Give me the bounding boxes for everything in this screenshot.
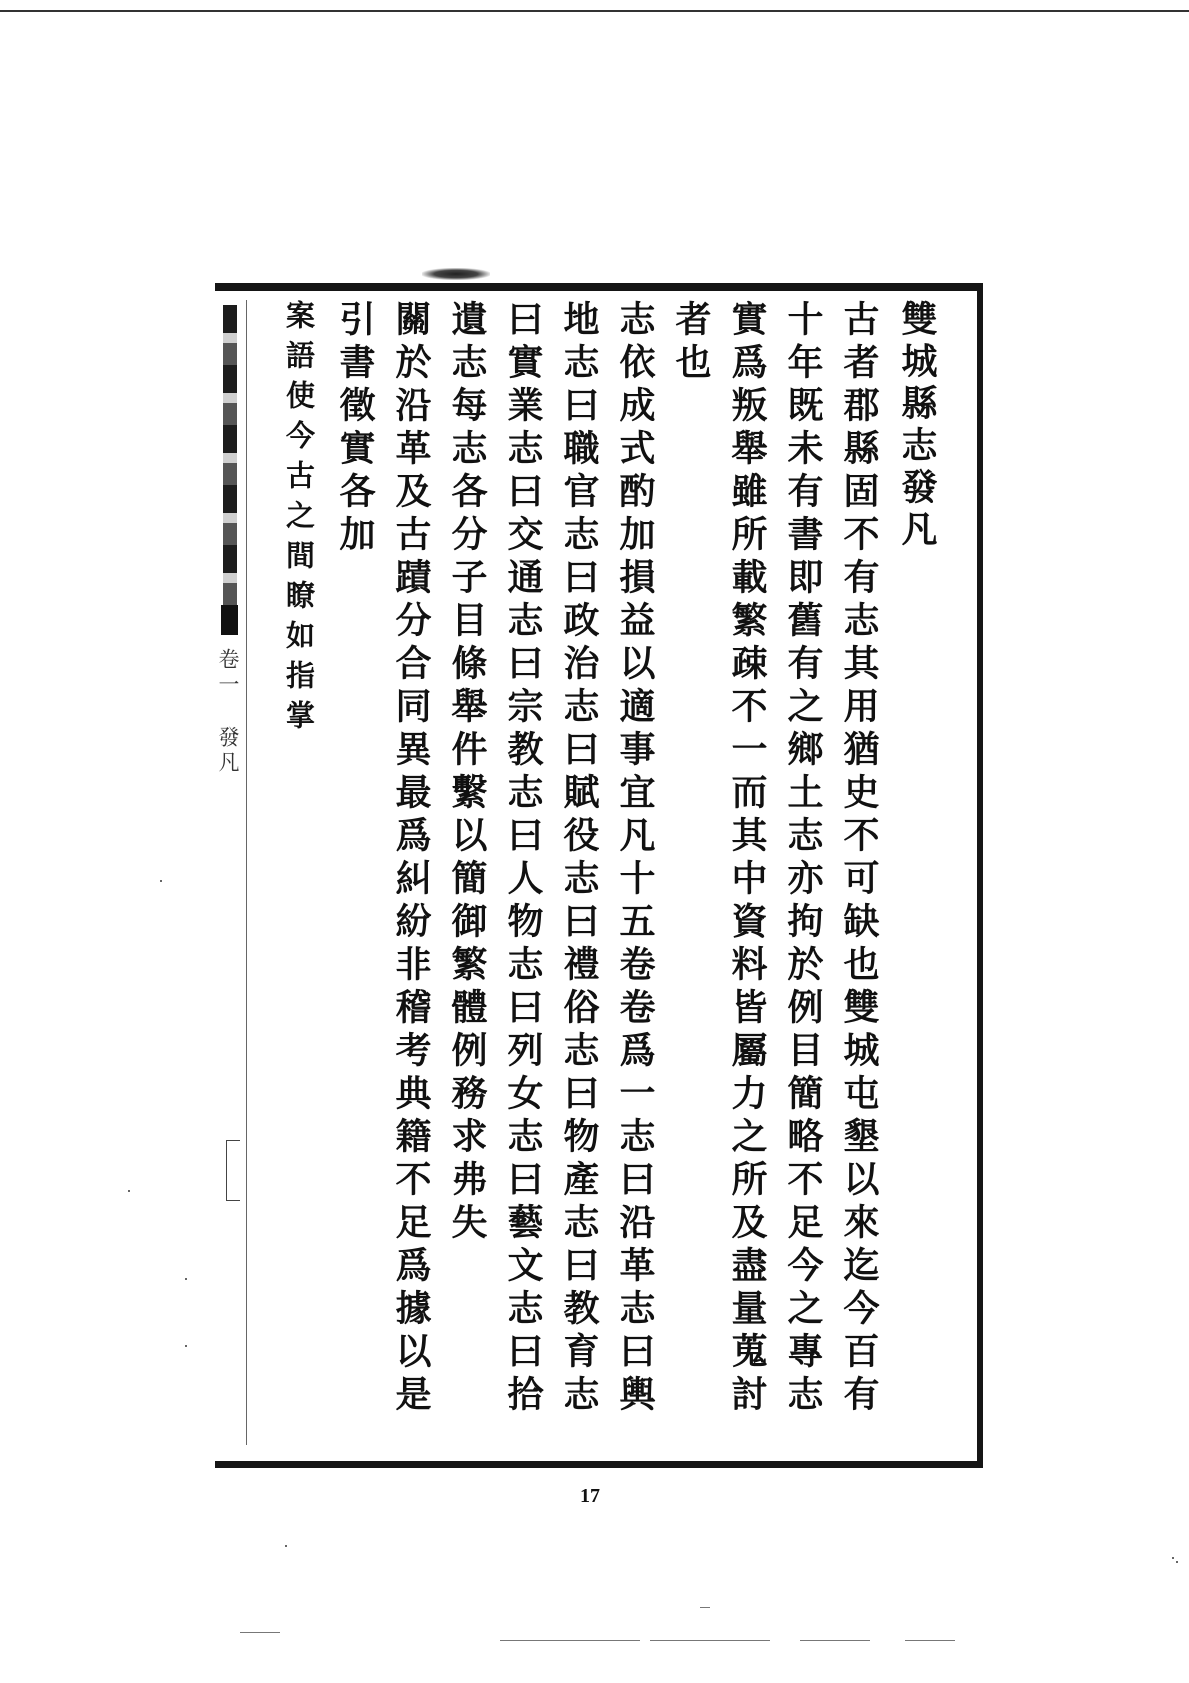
paragraph: 志依成式酌加損益以適事宜凡十五卷卷爲一志曰沿革志曰輿地志曰職官志曰政治志曰賦役志曰禮俗志曰物產志曰教育志曰實業志曰交通志曰宗教志曰人物志曰列女志曰藝文志曰拾遺志每志各分子目條舉件繫以簡御繁體例務求弗失: [446, 300, 656, 1418]
paragraph: 古者郡縣固不有志其用猶史不可缺也雙城屯墾以來迄今百有十年既未有書即舊有之鄉土志亦拘於例目簡略不足今之專志實爲叛舉雖所載繁疎不一而其中資料皆屬力之所及盡量蒐討者也: [670, 300, 880, 1418]
margin-tick: [226, 1140, 227, 1200]
top-rule: [0, 10, 1189, 12]
scan-speck: [1176, 1561, 1178, 1563]
margin-label: 卷一 發凡: [216, 648, 240, 776]
note-line: 案語使今古之間瞭如指掌: [282, 300, 316, 740]
scan-speck: [185, 1278, 187, 1280]
scan-artifact-line: [240, 1632, 280, 1633]
scan-artifact-line: [800, 1640, 870, 1641]
scan-artifact-line: [650, 1640, 770, 1641]
scan-speck: [185, 1345, 187, 1347]
scan-speck: [128, 1190, 130, 1192]
margin-tick: [226, 1200, 240, 1201]
scan-artifact-line: [905, 1640, 955, 1641]
margin-ornament: [223, 305, 237, 620]
scan-artifact-line: [700, 1607, 710, 1608]
margin-tick: [226, 1140, 240, 1141]
paragraph: 關於沿革及古蹟分合同異最爲糾紛非稽考典籍不足爲據以是引書徵實各加: [334, 300, 432, 1418]
document-title: 雙城縣志發凡: [896, 300, 938, 552]
fish-tail-mark: [221, 605, 238, 635]
scan-artifact-line: [500, 1640, 640, 1641]
document-body: [280, 300, 945, 1445]
scan-speck: [160, 880, 162, 882]
scan-speck: [285, 1545, 287, 1547]
page-number: 17: [580, 1485, 600, 1507]
frame-smudge: [422, 268, 490, 280]
scan-speck: [1172, 1557, 1174, 1559]
